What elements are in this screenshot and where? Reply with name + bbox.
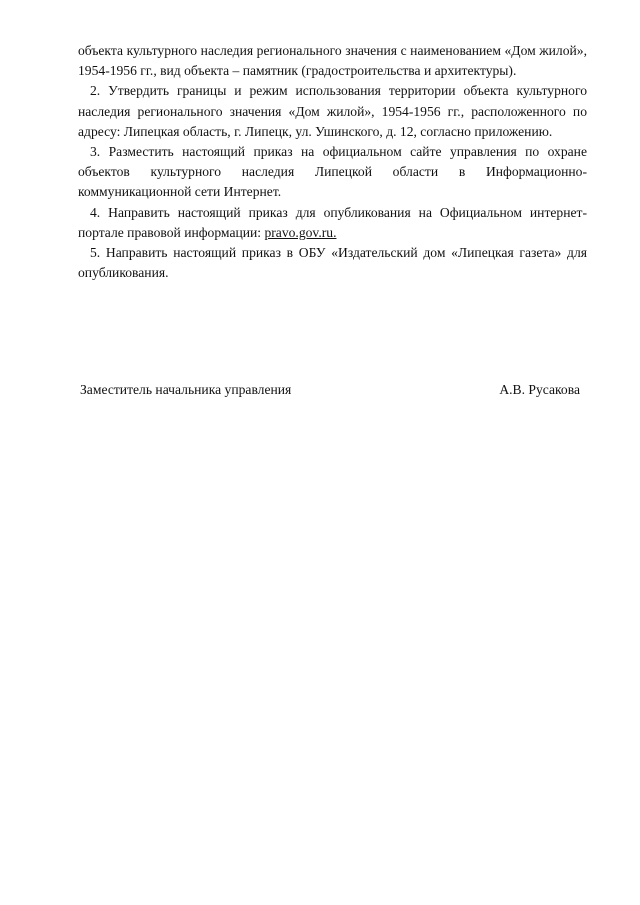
pravo-gov-link[interactable]: pravo.gov.ru. [264, 224, 337, 240]
document-body [78, 41, 587, 283]
signature-block [80, 380, 580, 400]
signatory-position: Заместитель начальника управления [80, 382, 292, 397]
paragraph-item-4-text: 4. Направить настоящий приказ для опубликования на Официальном интернет-портале правовой информации: [78, 204, 587, 240]
paragraph-item-5: 5. Направить настоящий приказ в ОБУ «Издательский дом «Липецкая газета» для опубликования. [78, 245, 587, 281]
paragraph-continuation: объекта культурного наследия регионального значения с наименованием «Дом жилой», 1954-1956 гг., вид объекта – памятник (градостроительства и архитектуры). [78, 43, 587, 79]
paragraph-item-3: 3. Разместить настоящий приказ на официальном сайте управления по охране объектов культурного наследия Липецкой области в Информационно-коммуникационной сети Интернет. [78, 144, 587, 200]
paragraph-item-2: 2. Утвердить границы и режим использования территории объекта культурного наследия регионального значения «Дом жилой», 1954-1956 гг., расположенного по адресу: Липецкая область, г. Липецк, ул. Ушинского, д. 12, согласно приложению. [78, 83, 587, 139]
paragraph-item-4 [78, 203, 587, 243]
signatory-name: А.В. Русакова [499, 382, 580, 397]
